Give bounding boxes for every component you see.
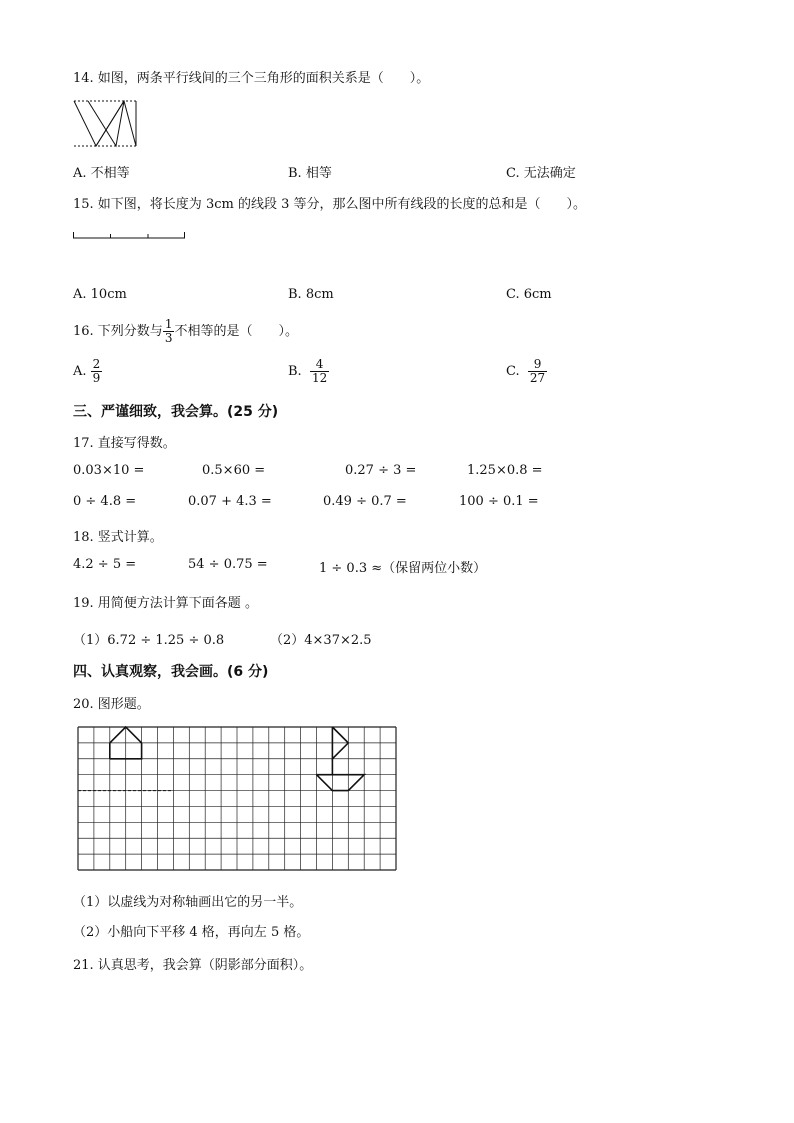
q20-stem: 20. 图形题。 xyxy=(73,697,150,712)
q16-stem-before: 16. 下列分数与 xyxy=(73,324,163,339)
q16-option-a-fraction: $\frac{2}{9}$ xyxy=(92,357,101,385)
q17-item: 0.07 + 4.3 = xyxy=(188,494,272,509)
q16-stem-after: 不相等的是（ ）。 xyxy=(174,324,298,339)
q15-option-c[interactable]: C. 6cm xyxy=(506,287,552,302)
q21-stem: 21. 认真思考，我会算（阴影部分面积）。 xyxy=(73,958,313,973)
section-4-title: 四、认真观察，我会画。(6 分) xyxy=(73,664,269,680)
q15-segment-figure xyxy=(73,230,187,240)
q14-stem: 14. 如图，两条平行线间的三个三角形的面积关系是（ ）。 xyxy=(73,71,430,86)
q15-option-a[interactable]: A. 10cm xyxy=(73,287,127,302)
q16-option-c-fraction: $\frac{9}{27}$ xyxy=(529,357,546,385)
q18-item: 1 ÷ 0.3 ≈（保留两位小数） xyxy=(319,561,487,576)
q17-item: 0.27 ÷ 3 = xyxy=(345,463,417,478)
q14-option-c[interactable]: C. 无法确定 xyxy=(506,166,576,181)
q17-item: 1.25×0.8 = xyxy=(467,463,543,478)
q20-grid-figure xyxy=(78,727,396,870)
q18-item: 54 ÷ 0.75 = xyxy=(188,557,268,572)
q16-option-b-fraction: $\frac{4}{12}$ xyxy=(311,357,328,385)
q20-sub1: （1）以虚线为对称轴画出它的另一半。 xyxy=(73,895,303,910)
q17-stem: 17. 直接写得数。 xyxy=(73,436,176,451)
q14-option-b[interactable]: B. 相等 xyxy=(288,166,332,181)
q17-item: 0.49 ÷ 0.7 = xyxy=(323,494,407,509)
q19-item: （1）6.72 ÷ 1.25 ÷ 0.8 xyxy=(73,633,225,648)
section-3-title: 三、严谨细致，我会算。(25 分) xyxy=(73,404,279,420)
q15-option-b[interactable]: B. 8cm xyxy=(288,287,334,302)
q17-item: 0 ÷ 4.8 = xyxy=(73,494,137,509)
q18-item: 4.2 ÷ 5 = xyxy=(73,557,137,572)
q19-stem: 19. 用简便方法计算下面各题 。 xyxy=(73,596,258,611)
q15-stem: 15. 如下图，将长度为 3cm 的线段 3 等分，那么图中所有线段的长度的总和是（ ）。 xyxy=(73,197,586,212)
q16-option-b[interactable]: B. $\frac{4}{12}$ xyxy=(288,357,328,385)
q17-item: 100 ÷ 0.1 = xyxy=(459,494,539,509)
q16-stem xyxy=(73,313,298,351)
q16-stem-fraction: $\frac{1}{3}$ xyxy=(164,317,173,345)
q17-item: 0.03×10 = xyxy=(73,463,145,478)
q20-sub2: （2）小船向下平移 4 格，再向左 5 格。 xyxy=(73,925,310,940)
q16-option-c[interactable]: C. $\frac{9}{27}$ xyxy=(506,357,546,385)
q18-stem: 18. 竖式计算。 xyxy=(73,530,163,545)
q16-option-a[interactable]: A. $\frac{2}{9}$ xyxy=(73,357,101,385)
q19-item: （2）4×37×2.5 xyxy=(270,633,372,648)
boat-hull xyxy=(317,775,365,791)
q14-option-a[interactable]: A. 不相等 xyxy=(73,166,130,181)
q14-triangles-figure xyxy=(74,100,140,148)
q17-item: 0.5×60 = xyxy=(202,463,266,478)
